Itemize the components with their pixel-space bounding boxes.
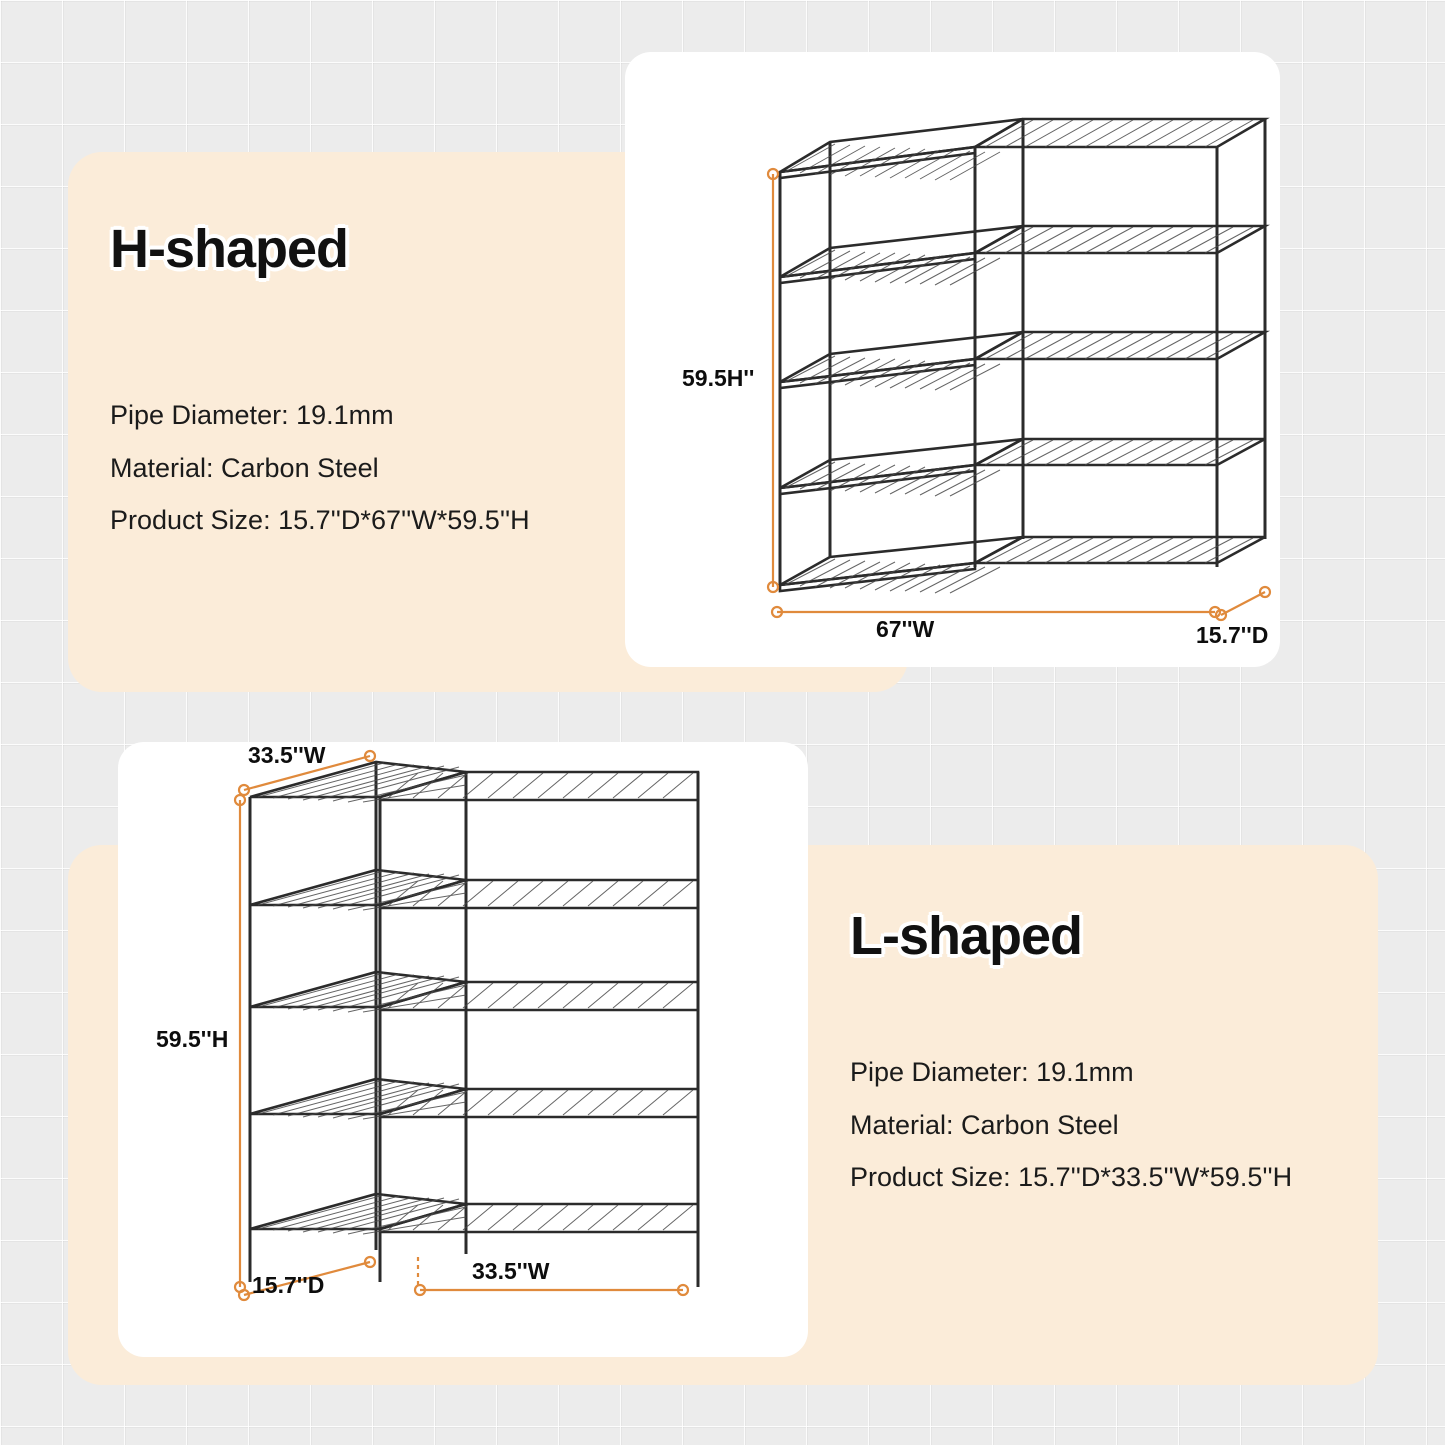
dim-h-depth: 15.7''D [1196,622,1269,648]
spec-l-material: Material: Carbon Steel [850,1110,1119,1140]
spec-h-pipe-diameter: Pipe Diameter: 19.1mm [110,400,394,430]
spec-l-pipe-diameter: Pipe Diameter: 19.1mm [850,1057,1134,1087]
dim-h-width: 67''W [876,616,935,642]
spec-h-product-size: Product Size: 15.7''D*67''W*59.5''H [110,505,530,535]
spec-l-product-size: Product Size: 15.7''D*33.5''W*59.5''H [850,1162,1293,1192]
dim-l-depth: 15.7''D [252,1272,325,1298]
spec-h-material: Material: Carbon Steel [110,453,379,483]
dim-l-width: 33.5''W [472,1258,550,1284]
dim-h-height: 59.5H'' [682,365,755,391]
title-l-shaped: L-shaped [850,906,1083,966]
photo-h-shaped [625,52,1280,667]
title-h-shaped: H-shaped [110,219,349,279]
h-shaped-diagram [625,52,1280,667]
dim-l-height: 59.5''H [156,1026,229,1052]
dim-l-top-width: 33.5''W [248,742,326,768]
